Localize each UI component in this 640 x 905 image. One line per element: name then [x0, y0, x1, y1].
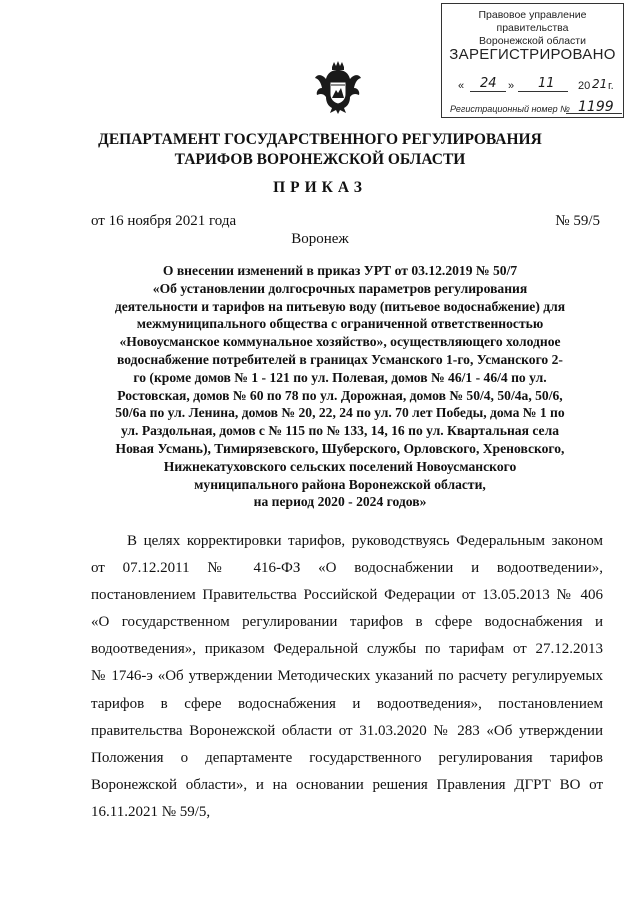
department-title: ДЕПАРТАМЕНТ ГОСУДАРСТВЕННОГО РЕГУЛИРОВАНИЯ ТАРИФОВ ВОРОНЕЖСКОЙ ОБЛАСТИ	[98, 131, 542, 168]
stamp-registration-number: Регистрационный номер № 1199	[448, 100, 619, 114]
document-number: № 59/5	[555, 213, 600, 229]
document-city: Воронеж	[291, 231, 349, 247]
subject-line: межмуниципального общества с ограниченной ответственностью	[136, 316, 544, 332]
subject-line: го (кроме домов № 1 - 121 по ул. Полевая, домов № 46/1 - 46/4 по ул.	[133, 369, 547, 385]
subject-line: Нижнекатуховского сельских поселений Новоусманского	[163, 458, 517, 474]
subject-line: ул. Раздольная, домов с № 115 по № 133, 14, 16 по ул. Квартальная села	[120, 423, 560, 439]
coat-of-arms-icon	[314, 60, 362, 114]
stamp-day: 24	[480, 76, 497, 91]
body-line: от 07.12.2011 № 416-ФЗ «О водоснабжении и водоотведении»,	[91, 560, 603, 577]
subject-line: муниципального района Воронежской области,	[194, 476, 486, 492]
body-line: правительства Воронежской области от 31.03.2020 № 283 «Об утверждении	[91, 722, 603, 739]
document-date: от 16 ноября 2021 года	[91, 213, 237, 229]
stamp-year: 21	[592, 77, 608, 91]
registration-stamp	[441, 3, 624, 118]
subject-line: «Новоусманское коммунальное хозяйство», осуществляющего холодное	[119, 334, 561, 350]
preamble-paragraph	[91, 528, 603, 826]
body-line: 16.11.2021 № 59/5,	[91, 803, 211, 820]
stamp-registered-label: ЗАРЕГИСТРИРОВАНО	[449, 46, 616, 63]
body-line: Положения о департаменте государственного регулирования тарифов	[91, 749, 603, 766]
subject-line: деятельности и тарифов на питьевую воду (питьевое водоснабжение) для	[114, 298, 566, 314]
stamp-organization: Правовое управление правительства Воронежской области	[478, 9, 587, 47]
order-subject	[80, 262, 600, 511]
body-line: водоотведения», приказом Федеральной службы по тарифам от 27.12.2013	[91, 641, 603, 658]
stamp-month: 11	[538, 76, 555, 91]
subject-line: «Об установлении долгосрочных параметров регулирования	[152, 280, 528, 296]
subject-line: 50/6а по ул. Ленина, домов № 20, 22, 24 по ул. 70 лет Победы, дома № 1 по	[115, 405, 565, 421]
body-line: «О государственном регулировании тарифов в сфере водоснабжения и	[91, 614, 603, 631]
subject-line: О внесении изменений в приказ УРТ от 03.12.2019 № 50/7	[162, 263, 518, 278]
document-type: ПРИКАЗ	[273, 179, 367, 196]
subject-line: Ростовская, домов № 60 по 78 по ул. Дорожная, домов № 50/4, 50/4а, 50/6,	[117, 387, 563, 403]
body-line: В целях корректировки тарифов, руководствуясь Федеральным законом	[127, 533, 603, 549]
body-line: Воронежской области», и на основании решения Правления ДГРТ ВО от	[91, 776, 603, 793]
body-line: тарифов в сфере водоснабжения и водоотведения», постановлением	[91, 695, 603, 712]
subject-line: на период 2020 - 2024 годов»	[253, 494, 427, 510]
body-line: постановлением Правительства Российской Федерации от 13.05.2013 № 406	[91, 587, 603, 604]
stamp-reg-number-value: 1199	[578, 99, 614, 115]
subject-line: Новая Усмань), Тимирязевского, Шуберского, Орловского, Хреновского,	[115, 440, 565, 456]
body-line: № 1746-э «Об утверждении Методических указаний по расчету регулируемых	[91, 668, 603, 685]
stamp-date: « 24 » 11 20 21 г.	[458, 76, 614, 92]
subject-line: водоснабжение потребителей в границах Усманского 1-го, Усманского 2-	[117, 351, 563, 367]
